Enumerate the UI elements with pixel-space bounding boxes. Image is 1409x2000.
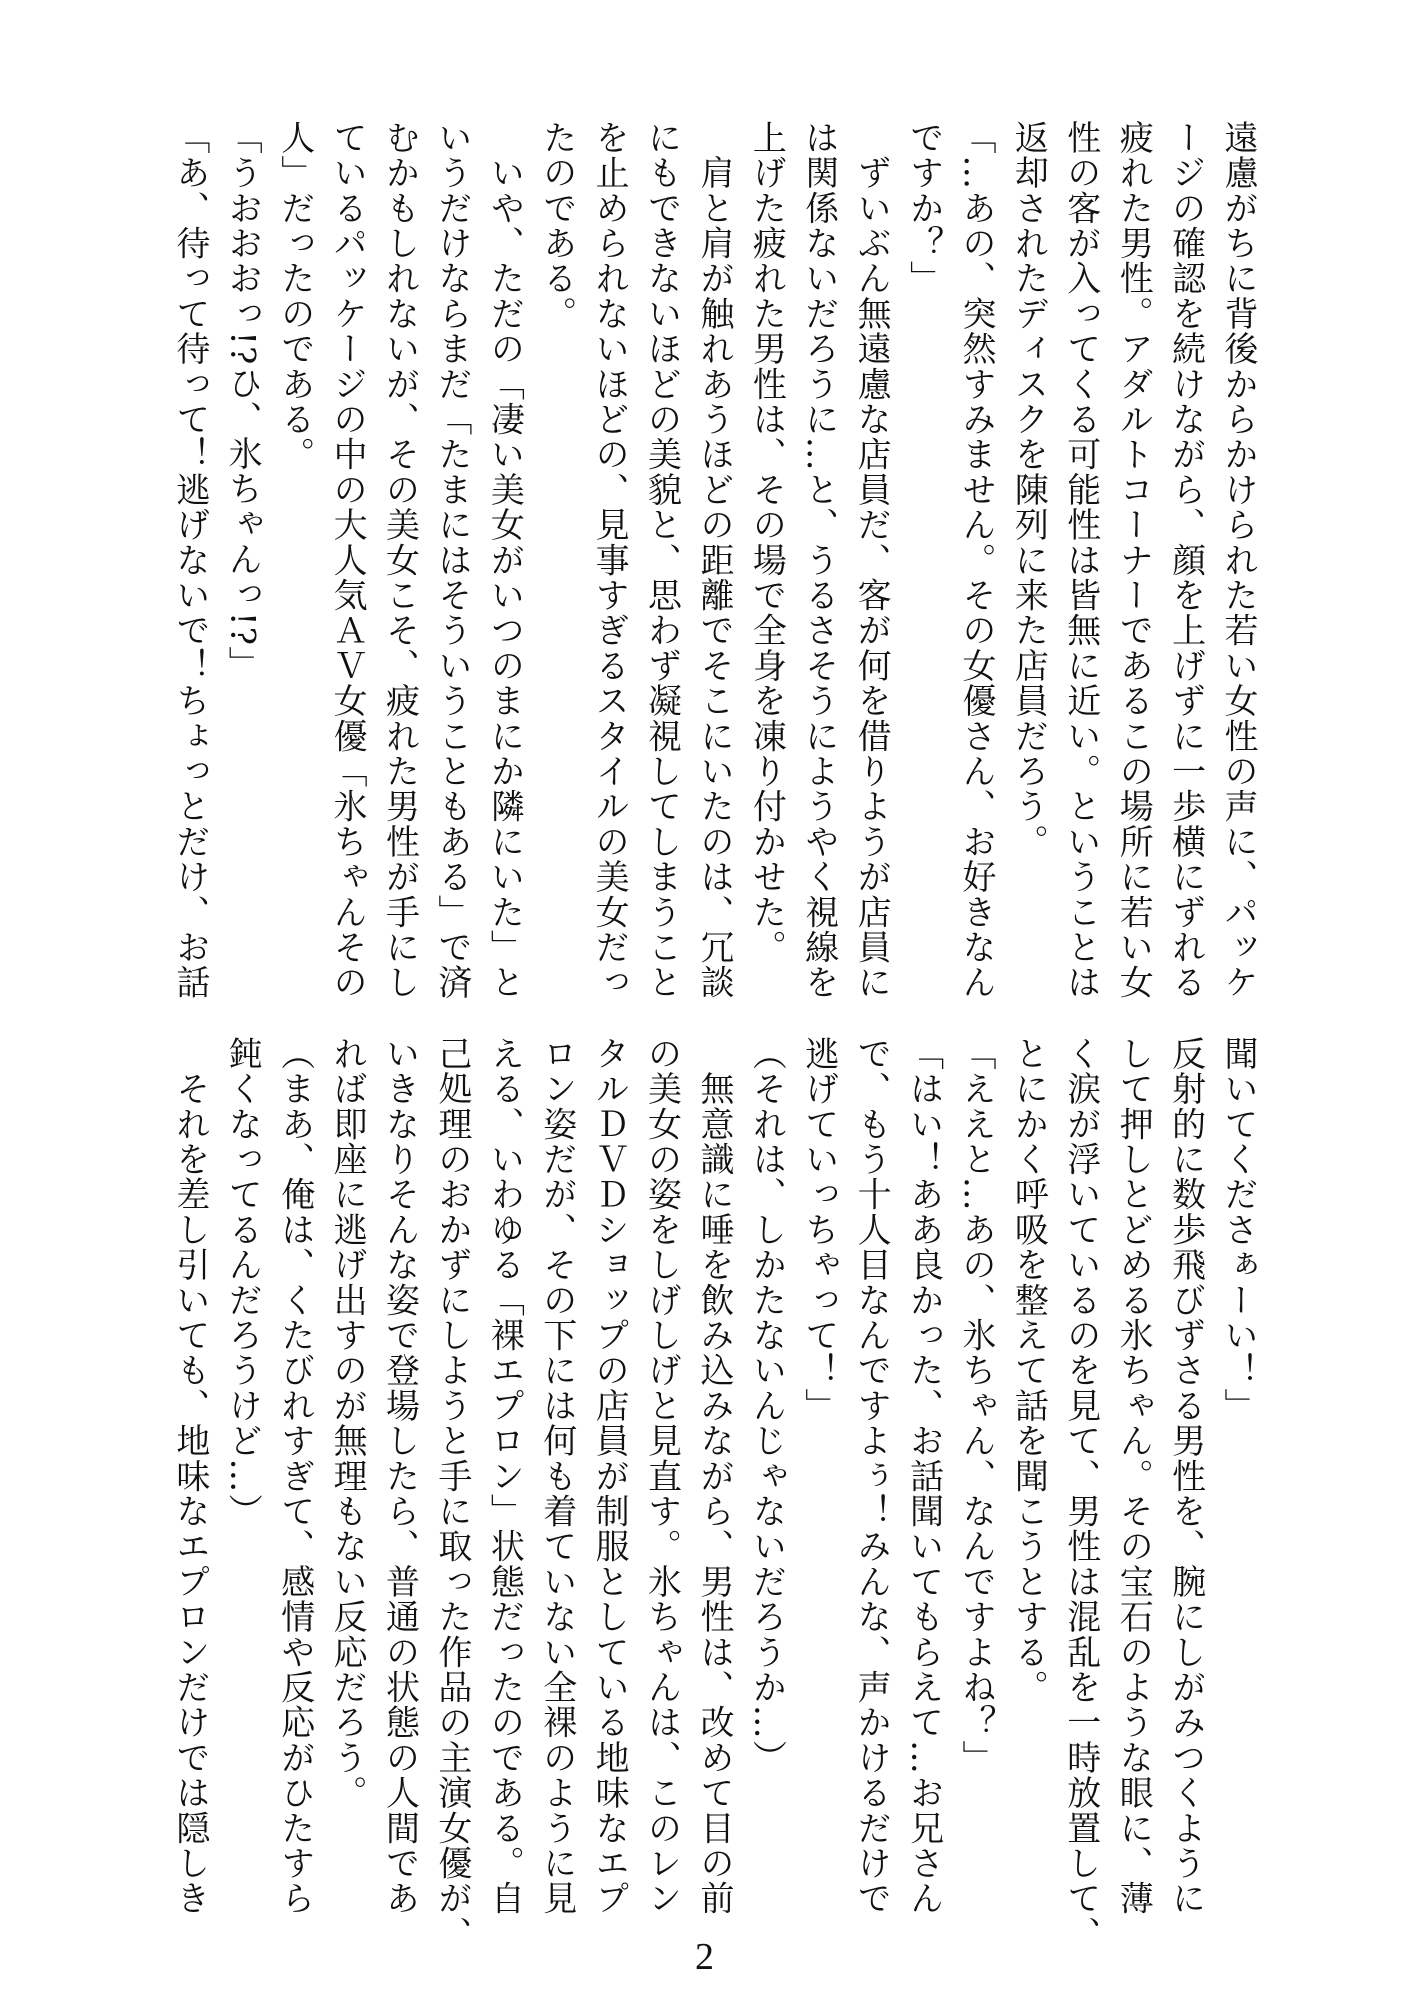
text-column: の美女の姿をしげしげと見直す。氷ちゃんは、このレン — [641, 1036, 682, 1916]
text-column: を止められないほどの、見事すぎるスタイルの美女だっ — [589, 120, 630, 1000]
text-column: いきなりそんな姿で登場したら、普通の状態の人間であ — [379, 1036, 420, 1916]
text-column: ているパッケージの中の大人気ＡＶ女優「氷ちゃんその — [327, 120, 368, 1000]
text-column: して押しとどめる氷ちゃん。その宝石のような眼に、薄 — [1113, 1036, 1154, 1917]
text-column: （それは、しかたないんじゃないだろうか…） — [746, 1036, 787, 1776]
text-column: 己処理のおかずにしようと手に取った作品の主演女優が、 — [431, 1036, 472, 1952]
text-column: 無意識に唾を飲み込みながら、男性は、改めて目の前 — [693, 1036, 734, 1917]
text-column: たのである。 — [536, 120, 577, 332]
text-column: れば即座に逃げ出すのが無理もない反応だろう。 — [327, 1036, 368, 1811]
text-column: いや、ただの「凄い美女がいつのまにか隣にいた」と — [484, 120, 525, 1000]
text-column: 性の客が入ってくる可能性は皆無に近い。ということは — [1060, 120, 1101, 1000]
text-column: とにかく呼吸を整えて話を聞こうとする。 — [1008, 1036, 1049, 1705]
text-column: ずいぶん無遠慮な店員だ、客が何を借りようが店員に — [851, 120, 892, 1001]
text-column: 「あ、待って待って！逃げないで！ちょっとだけ、お話 — [169, 120, 210, 1000]
text-column: 鈍くなってるんだろうけど…） — [222, 1036, 263, 1529]
text-column: ですか？」 — [903, 120, 944, 296]
text-column: 遠慮がちに背後からかけられた若い女性の声に、パッケ — [1218, 120, 1258, 1000]
text-column: で、もう十人目なんですよぅ！みんな、声かけるだけで — [851, 1036, 892, 1916]
text-column: それを差し引いても、地味なエプロンだけでは隠しき — [169, 1036, 210, 1916]
text-column: 疲れた男性。アダルトコーナーであるこの場所に若い女 — [1113, 120, 1154, 1000]
text-column: 人」だったのである。 — [274, 120, 315, 472]
text-column: （まあ、俺は、くたびれすぎて、感情や反応がひたすら — [274, 1036, 315, 1916]
text-block-upper — [164, 120, 1264, 1001]
text-column: は関係ないだろうに…と、うるさそうにようやく視線を — [798, 120, 839, 1000]
text-column: 「ええと…あの、氷ちゃん、なんですよね？」 — [955, 1036, 996, 1776]
text-column: 反射的に数歩飛びずさる男性を、腕にしがみつくように — [1165, 1036, 1206, 1916]
text-column: ージの確認を続けながら、顔を上げずに一歩横にずれる — [1165, 120, 1206, 1000]
text-column: 「うおおおっ!?ひ、氷ちゃんっ!?」 — [222, 120, 263, 682]
text-column: 上げた疲れた男性は、その場で全身を凍り付かせた。 — [746, 120, 787, 965]
text-column: 肩と肩が触れあうほどの距離でそこにいたのは、冗談 — [693, 120, 734, 1000]
text-block-lower — [164, 1036, 1264, 1952]
text-column: 聞いてくださぁーい！」 — [1218, 1036, 1258, 1424]
text-column: える、いわゆる「裸エプロン」状態だったのである。自 — [484, 1036, 525, 1916]
text-column: く涙が浮いているのを見て、男性は混乱を一時放置して、 — [1060, 1036, 1101, 1952]
text-column: 「…あの、突然すみません。その女優さん、お好きなん — [955, 120, 996, 1000]
text-column: いうだけならまだ「たまにはそういうこともある」で済 — [431, 120, 472, 1000]
page-number: 2 — [695, 1936, 714, 1978]
text-column: むかもしれないが、その美女こそ、疲れた男性が手にし — [379, 120, 420, 1000]
text-column: タルＤＶＤショップの店員が制服としている地味なエプ — [589, 1036, 630, 1916]
text-column: 逃げていっちゃって！」 — [798, 1036, 839, 1424]
text-column: にもできないほどの美貌と、思わず凝視してしまうこと — [641, 120, 682, 1000]
text-column: 「はい！ああ良かった、お話聞いてもらえて…お兄さん — [903, 1036, 944, 1916]
text-column: ロン姿だが、その下には何も着ていない全裸のように見 — [536, 1036, 577, 1916]
text-column: 返却されたディスクを陳列に来た店員だろう。 — [1008, 120, 1049, 860]
